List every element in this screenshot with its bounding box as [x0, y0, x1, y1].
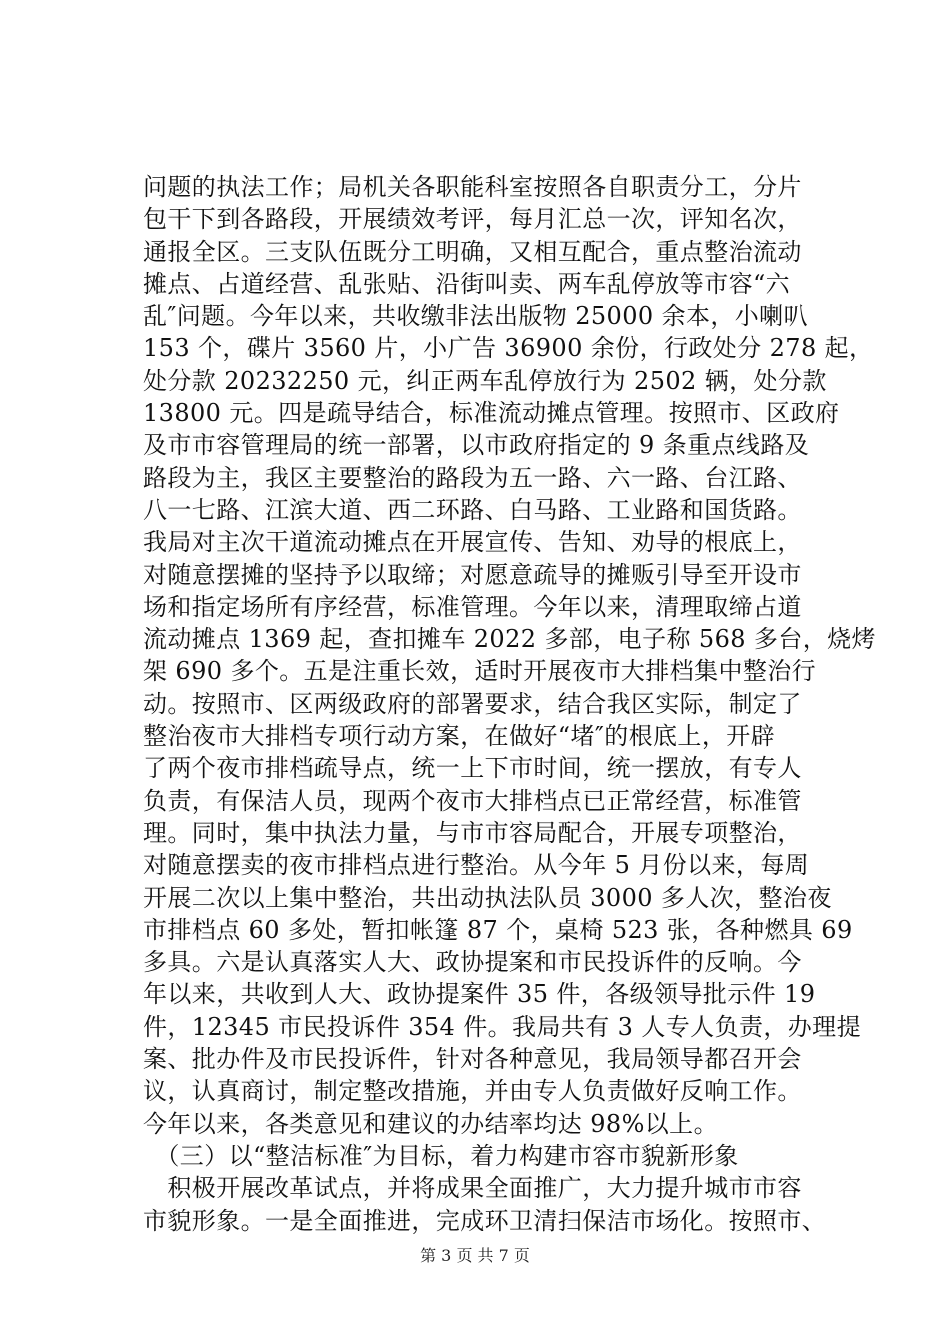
text-line: 场和指定场所有序经营，标准管理。今年以来，清理取缔占道	[143, 592, 802, 621]
document-body	[143, 171, 876, 1237]
text-line: 件，12345 市民投诉件 354 件。我局共有 3 人专人负责，办理提	[143, 1012, 861, 1041]
text-line: 架 690 多个。五是注重长效，适时开展夜市大排档集中整治行	[143, 657, 817, 686]
text-line: 摊点、占道经营、乱张贴、沿街叫卖、两车乱停放等市容“六	[143, 269, 791, 298]
text-line: 积极开展改革试点，并将成果全面推广，大力提升城市市容	[143, 1174, 802, 1203]
text-line: 市貌形象。一是全面推进，完成环卫清扫保洁市场化。按照市、	[143, 1206, 827, 1235]
text-line: 案、批办件及市民投诉件，针对各种意见，我局领导都召开会	[143, 1045, 802, 1074]
text-line: 负责，有保洁人员，现两个夜市大排档点已正常经营，标准管	[143, 786, 802, 815]
text-line: 议，认真商讨，制定整改措施，并由专人负责做好反响工作。	[143, 1077, 802, 1106]
text-line: 问题的执法工作；局机关各职能科室按照各自职责分工，分片	[143, 173, 802, 201]
text-line: 路段为主，我区主要整治的路段为五一路、六一路、台江路、	[143, 463, 802, 492]
text-line: 我局对主次干道流动摊点在开展宣传、告知、劝导的根底上，	[143, 528, 802, 557]
text-line: 年以来，共收到人大、政协提案件 35 件，各级领导批示件 19	[143, 980, 816, 1009]
page-number-footer: 第 3 页 共 7 页	[420, 1246, 530, 1265]
text-line: 多具。六是认真落实人大、政协提案和市民投诉件的反响。今	[143, 948, 802, 977]
text-line: 对随意摆卖的夜市排档点进行整治。从今年 5 月份以来，每周	[143, 851, 810, 880]
text-line: 八一七路、江滨大道、西二环路、白马路、工业路和国货路。	[143, 495, 802, 524]
text-line: 动。按照市、区两级政府的部署要求，结合我区实际，制定了	[143, 689, 802, 718]
text-line: 对随意摆摊的坚持予以取缔；对愿意疏导的摊贩引导至开设市	[143, 560, 802, 589]
text-line: 153 个，碟片 3560 片，小广告 36900 余份，行政处分 278 起，	[143, 334, 874, 363]
text-line: 及市市容管理局的统一部署，以市政府指定的 9 条重点线路及	[143, 431, 810, 460]
text-line: 市排档点 60 多处，暂扣帐篷 87 个，桌椅 523 张，各种燃具 69	[143, 915, 853, 944]
section-heading: （三）以“整洁标准″为目标，着力构建市容市貌新形象	[143, 1141, 739, 1170]
text-line: 了两个夜市排档疏导点，统一上下市时间，统一摆放，有专人	[143, 754, 802, 783]
text-line: 通报全区。三支队伍既分工明确，又相互配合，重点整治流动	[143, 237, 802, 266]
text-line: 今年以来，各类意见和建议的办结率均达 98%以上。	[143, 1109, 718, 1138]
text-line: 理。同时，集中执法力量，与市市容局配合，开展专项整治，	[143, 818, 802, 847]
text-line: 整治夜市大排档专项行动方案，在做好“堵″的根底上，开辟	[143, 722, 776, 751]
text-line: 13800 元。四是疏导结合，标准流动摊点管理。按照市、区政府	[143, 399, 840, 428]
text-line: 包干下到各路段，开展绩效考评，每月汇总一次，评知名次，	[143, 205, 802, 234]
text-line: 乱″问题。今年以来，共收缴非法出版物 25000 余本，小喇叭	[143, 302, 808, 331]
text-line: 处分款 20232250 元，纠正两车乱停放行为 2502 辆，处分款	[143, 366, 827, 395]
text-line: 流动摊点 1369 起，查扣摊车 2022 多部，电子称 568 多台，烧烤	[143, 625, 876, 654]
text-line: 开展二次以上集中整治，共出动执法队员 3000 多人次，整治夜	[143, 883, 832, 912]
